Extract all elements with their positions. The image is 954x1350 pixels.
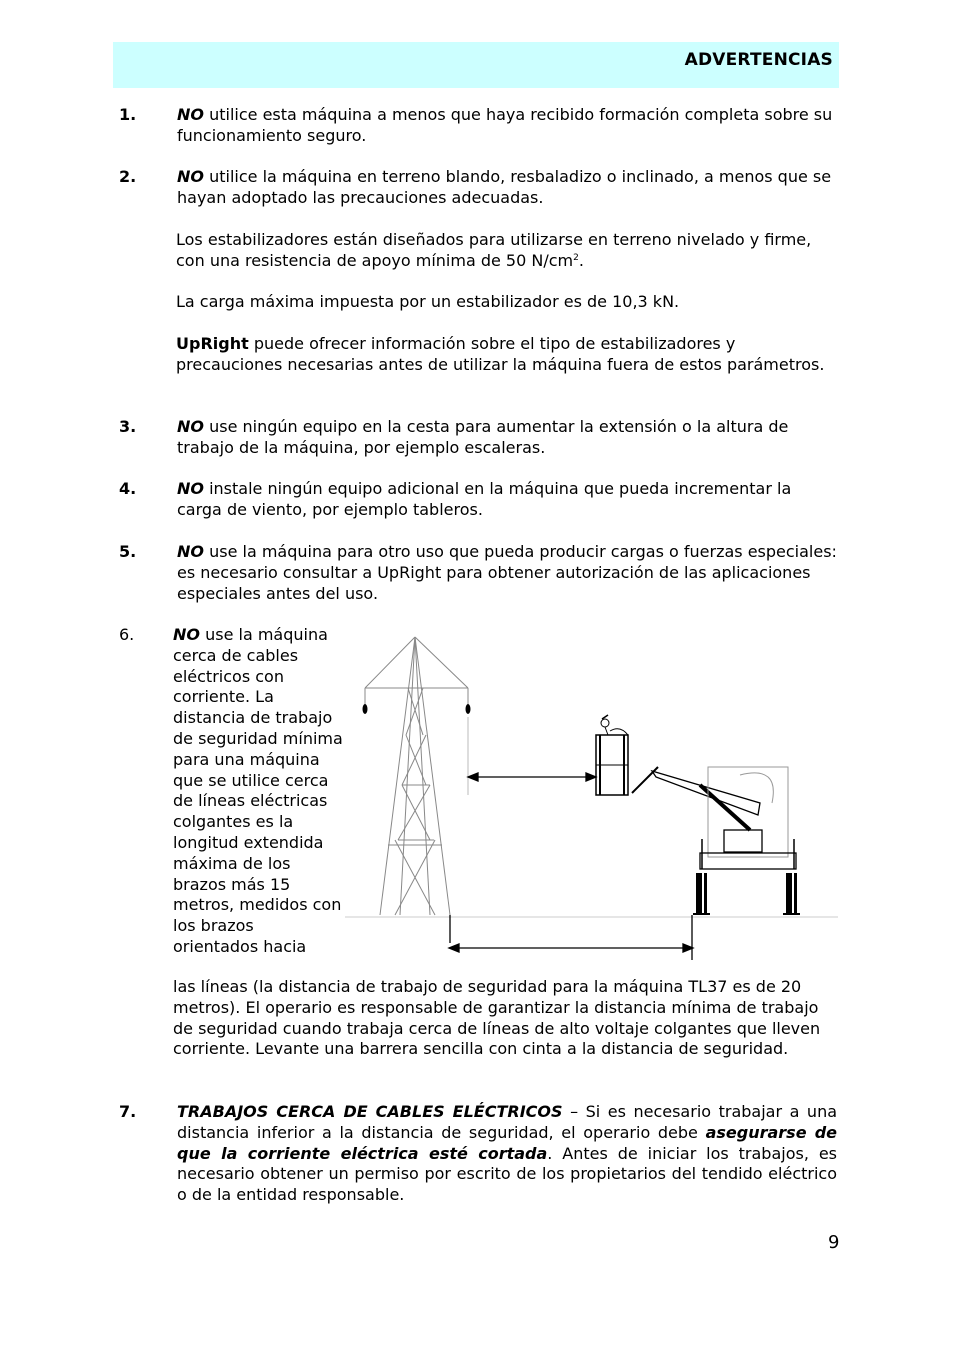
upright-paragraph: UpRight puede ofrecer información sobre el tipo de estabilizadores y precauciones necesarias antes de utilizar la máquina fuera de estos parámetros. — [176, 334, 825, 374]
warning-6-wide: las líneas (la distancia de trabajo de seguridad para la máquina TL37 es de 20 metros). El operario es responsable de garantizar la distancia mínima de trabajo de seguridad cuando trabaja cerca de líneas de alto voltaje colgantes que lleven corriente. Levante una barrera sencilla con cinta a la distancia de seguridad. — [173, 977, 821, 1059]
warning-1 — [177, 105, 837, 147]
ground-distance-arrow — [449, 915, 693, 960]
warning-3: NO use ningún equipo en la cesta para aumentar la extensión o la altura de trabajo de la máquina, por ejemplo escaleras. — [177, 417, 789, 457]
page-title: ADVERTENCIAS — [684, 50, 833, 70]
insulator-icon — [363, 704, 368, 714]
item-number: 5. — [119, 542, 137, 561]
warning-7: TRABAJOS CERCA DE CABLES ELÉCTRICOS – Si es necesario trabajar a una distancia inferior a la distancia de seguridad, el operario debe asegurarse de que la corriente eléctrica esté cortada. Antes de iniciar los trabajos, es necesario obtener un permiso por escrito de los propietarios del tendido eléctrico o de la entidad responsable. — [177, 1102, 838, 1205]
warning-5: NO use la máquina para otro uso que pueda producir cargas o fuerzas especiales: es necesario consultar a UpRight para obtener autorización de las aplicaciones especiales antes del uso. — [177, 542, 837, 603]
item-number: 2. — [119, 167, 137, 186]
page-number: 9 — [828, 1232, 840, 1253]
warning-text: utilice esta máquina a menos que haya recibido formación completa sobre su funcionamiento seguro. — [177, 105, 833, 145]
stabilizer-paragraph: Los estabilizadores están diseñados para utilizarse en terreno nivelado y firme, con una resistencia de apoyo mínima de 50 $N/cm^2$. — [176, 230, 812, 270]
power-tower-icon — [365, 637, 468, 915]
warning-6-narrow: NO use la máquina cerca de cables eléctricos con corriente. La distancia de trabajo de seguridad mínima para una máquina que se utilice cerca de líneas eléctricas colgantes es la longitud extendida máxima de los brazos más 15 metros, medidos con los brazos orientados hacia — [173, 625, 343, 956]
header-band — [113, 42, 839, 88]
boom-lift-icon — [596, 715, 800, 914]
safety-distance-arrow — [468, 773, 596, 781]
warning-text: utilice la máquina en terreno blando, resbaladizo o inclinado, a menos que se hayan adoptado las precauciones adecuadas. — [177, 167, 832, 207]
warning-lead: NO — [177, 105, 204, 124]
insulator-icon — [466, 704, 471, 714]
warning-lead: NO — [177, 167, 204, 186]
max-load-paragraph: La carga máxima impuesta por un estabilizador es de 10,3 kN. — [176, 292, 680, 311]
item-number: 4. — [119, 479, 137, 498]
warning-2 — [177, 167, 837, 209]
power-line-safety-illustration — [340, 625, 840, 965]
item-number: 6. — [119, 625, 135, 644]
item-number: 3. — [119, 417, 137, 436]
item-number: 1. — [119, 105, 137, 124]
item-number: 7. — [119, 1102, 137, 1121]
warning-4: NO instale ningún equipo adicional en la máquina que pueda incrementar la carga de viento, por ejemplo tableros. — [177, 479, 792, 519]
